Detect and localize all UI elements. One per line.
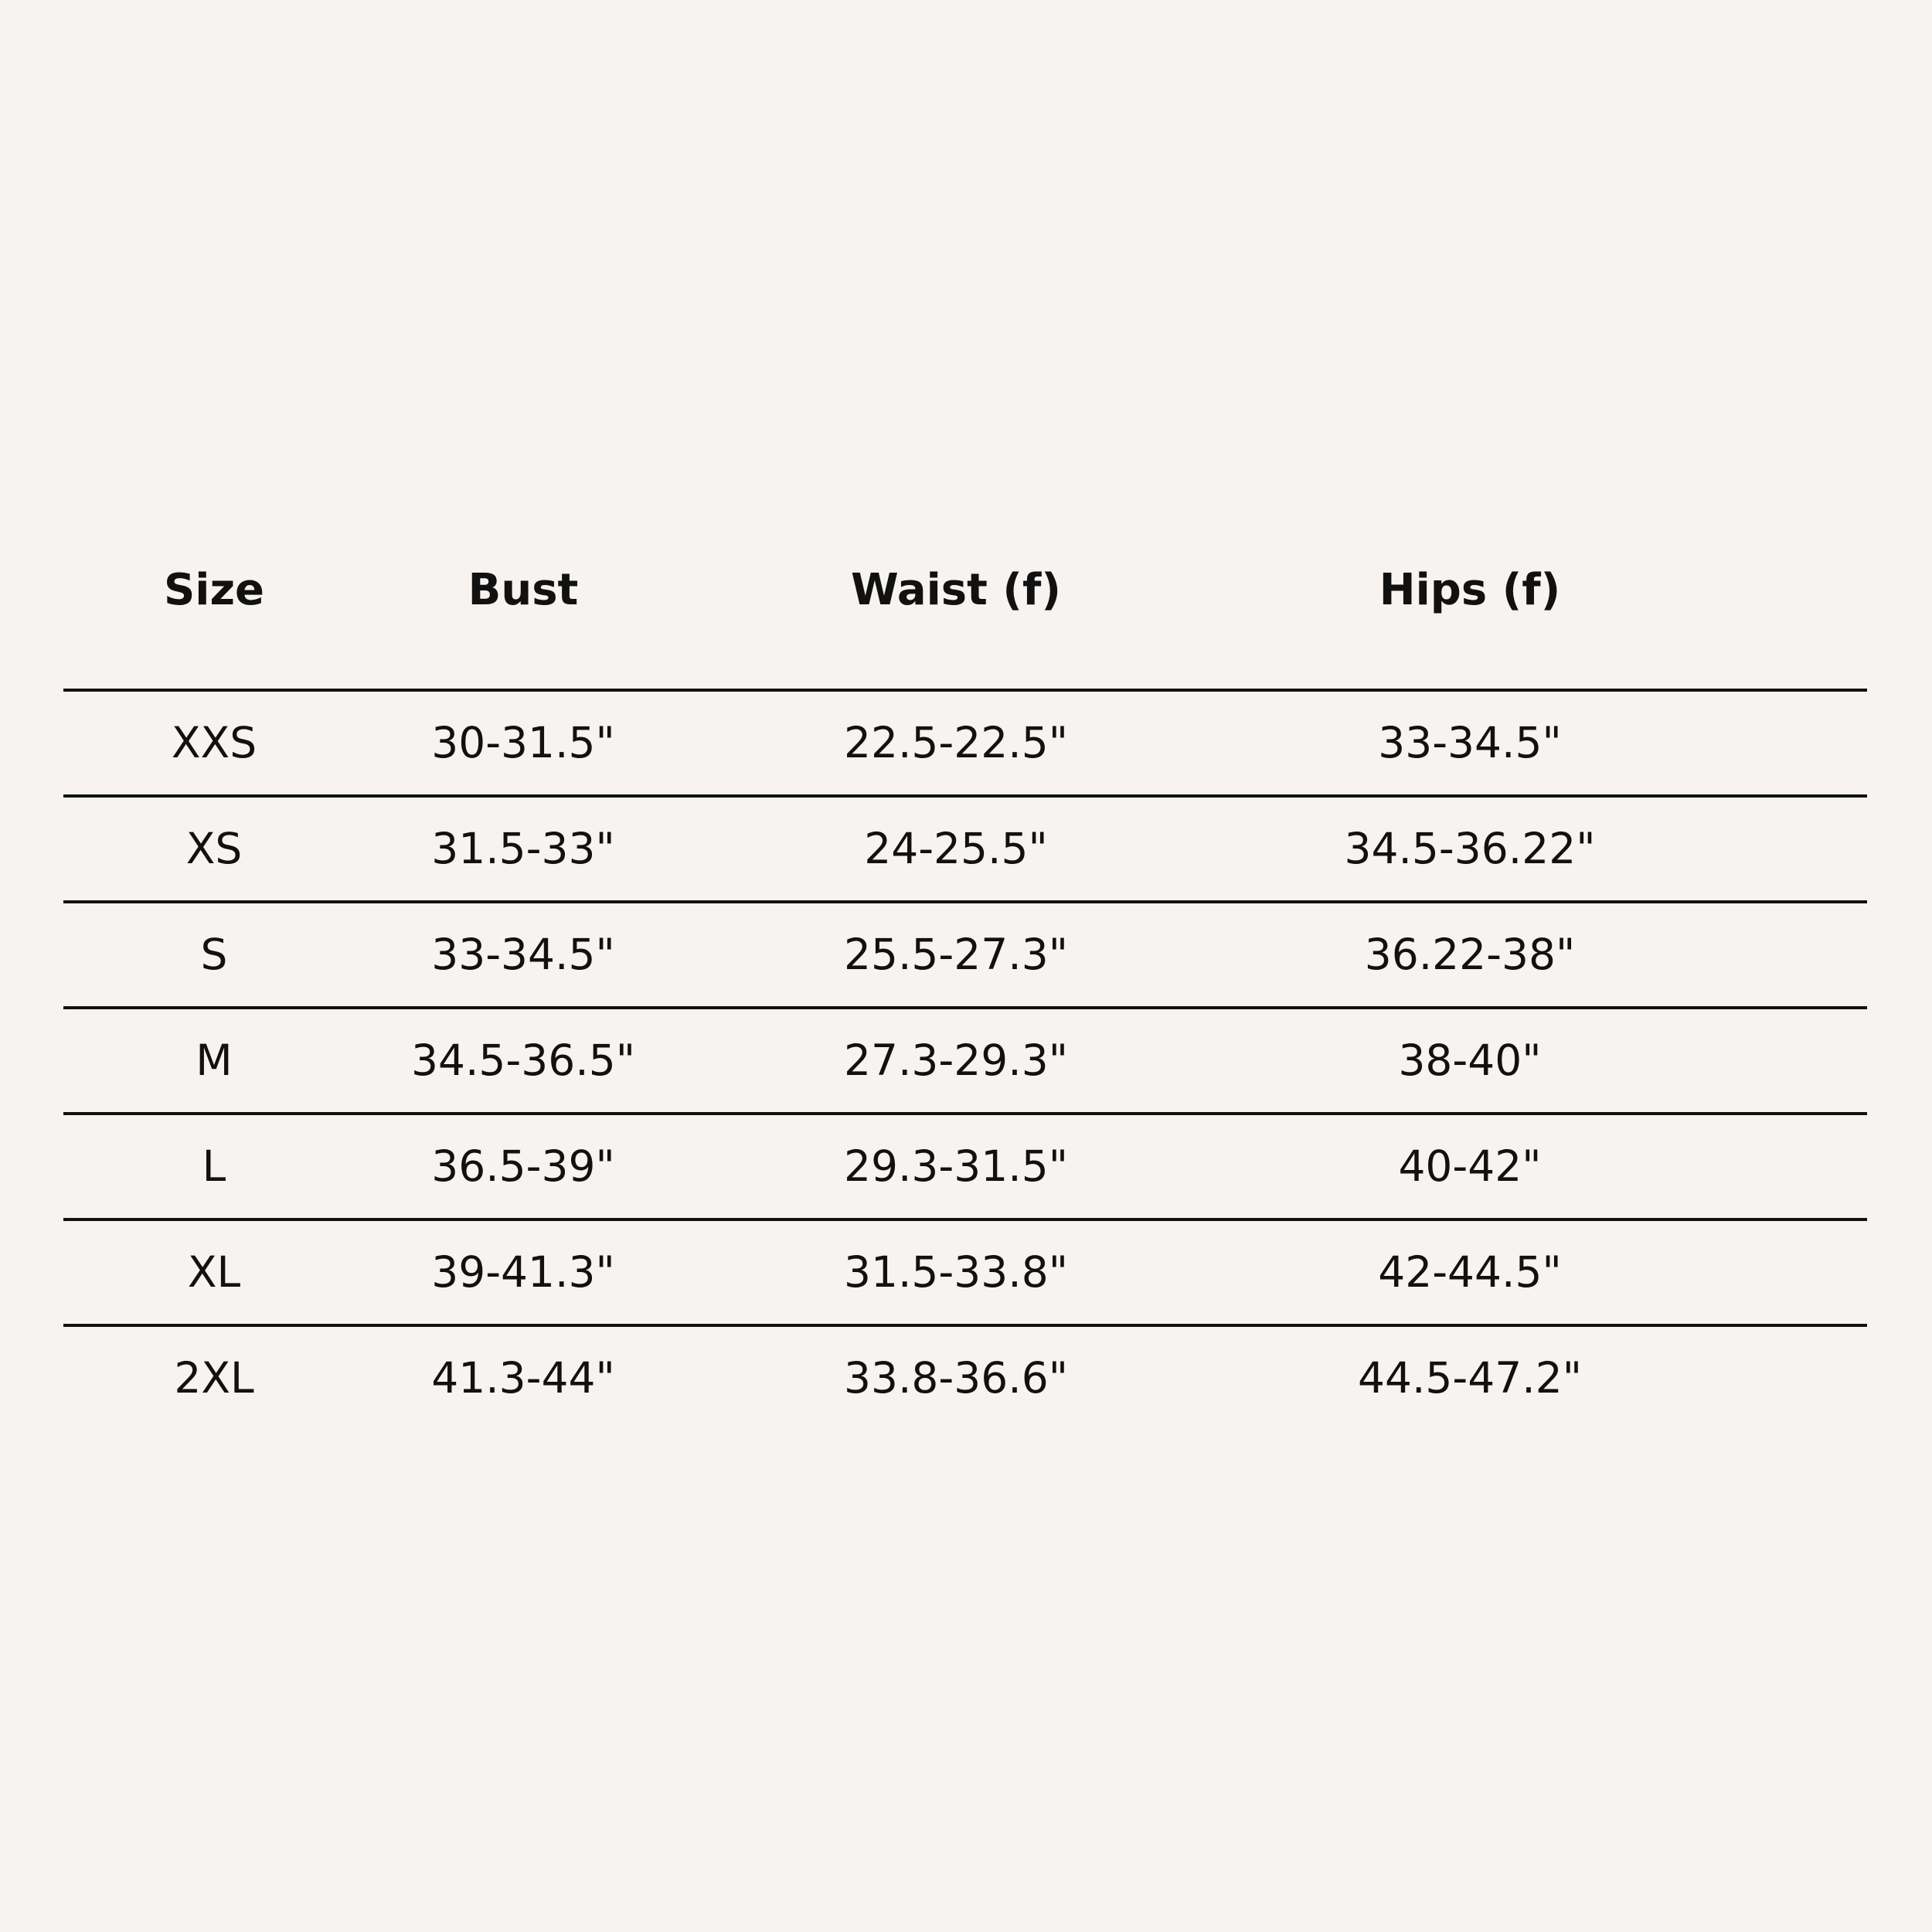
hips-cell: 36.22-38" xyxy=(1364,930,1576,979)
size-cell: XXS xyxy=(171,718,257,767)
hips-cell: 34.5-36.22" xyxy=(1344,824,1596,873)
size-cell: XL xyxy=(187,1247,241,1297)
waist-cell: 24-25.5" xyxy=(864,824,1048,873)
size-cell: L xyxy=(202,1141,226,1191)
waist-cell: 31.5-33.8" xyxy=(843,1247,1069,1297)
table-row xyxy=(63,689,1867,794)
header-bust: Bust xyxy=(468,565,579,615)
header-waist: Waist (f) xyxy=(851,565,1061,615)
hips-cell: 33-34.5" xyxy=(1378,718,1562,767)
waist-cell: 25.5-27.3" xyxy=(843,930,1069,979)
hips-cell: 42-44.5" xyxy=(1378,1247,1562,1297)
hips-cell: 38-40" xyxy=(1398,1036,1542,1085)
table-header-row xyxy=(63,539,1867,689)
bust-cell: 41.3-44" xyxy=(431,1353,615,1403)
size-cell: 2XL xyxy=(174,1353,254,1403)
table-row xyxy=(63,1218,1867,1324)
hips-cell: 44.5-47.2" xyxy=(1357,1353,1583,1403)
header-size: Size xyxy=(163,565,265,615)
size-cell: XS xyxy=(185,824,243,873)
header-hips: Hips (f) xyxy=(1379,565,1561,615)
waist-cell: 29.3-31.5" xyxy=(843,1141,1069,1191)
waist-cell: 27.3-29.3" xyxy=(843,1036,1069,1085)
bust-cell: 39-41.3" xyxy=(431,1247,615,1297)
bust-cell: 36.5-39" xyxy=(431,1141,615,1191)
bust-cell: 30-31.5" xyxy=(431,718,615,767)
table-row xyxy=(63,900,1867,1006)
table-row xyxy=(63,1006,1867,1112)
table-row xyxy=(63,1324,1867,1430)
bust-cell: 34.5-36.5" xyxy=(410,1036,636,1085)
bust-cell: 33-34.5" xyxy=(431,930,615,979)
waist-cell: 33.8-36.6" xyxy=(843,1353,1069,1403)
size-cell: S xyxy=(200,930,228,979)
hips-cell: 40-42" xyxy=(1398,1141,1542,1191)
size-chart-table xyxy=(63,539,1867,1430)
size-cell: M xyxy=(196,1036,233,1085)
bust-cell: 31.5-33" xyxy=(431,824,615,873)
table-row xyxy=(63,1112,1867,1218)
table-row xyxy=(63,794,1867,900)
waist-cell: 22.5-22.5" xyxy=(843,718,1069,767)
